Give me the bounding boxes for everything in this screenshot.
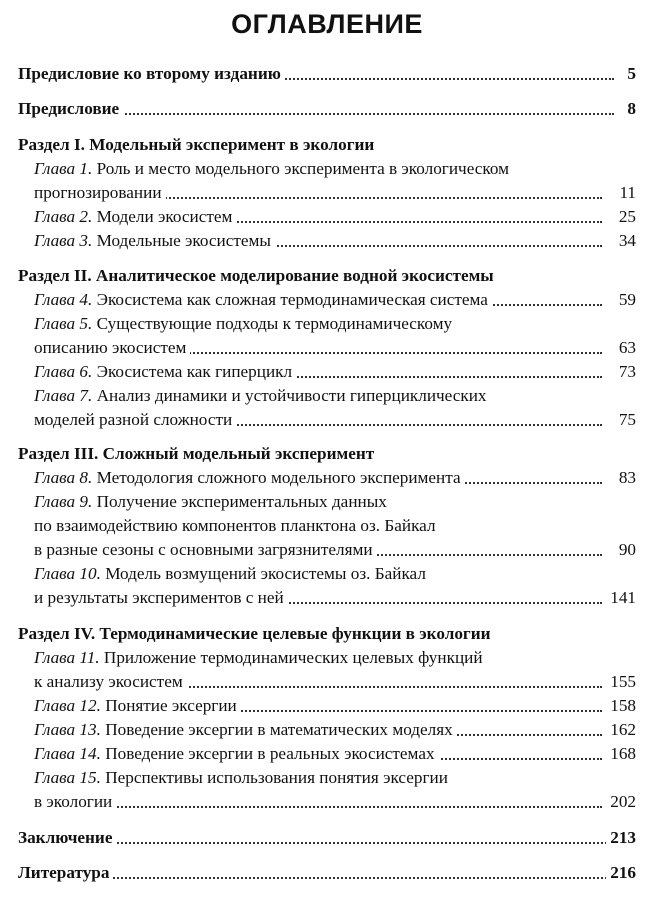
toc-page-number: 168 [606, 742, 636, 766]
chapter-prefix: Глава 5. [34, 314, 93, 333]
toc-page-number: 213 [606, 826, 636, 850]
chapter-title: Получение экспериментальных данных [96, 492, 387, 511]
toc-chapter-6[interactable] [34, 360, 636, 384]
toc-chapter-3[interactable] [34, 229, 636, 253]
toc-chapter-4[interactable] [34, 288, 636, 312]
toc-chapter-10-line1[interactable] [34, 562, 636, 586]
toc-page-number: 8 [623, 97, 636, 121]
toc-entry-preface-2nd[interactable] [18, 62, 636, 86]
chapter-title: прогнозировании [34, 181, 166, 205]
chapter-title: к анализу экосистем [34, 670, 187, 694]
chapter-title: в разные сезоны с основными загрязнителями [34, 538, 377, 562]
toc-chapter-5-line2[interactable] [34, 336, 636, 360]
chapter-title: Модели экосистем [96, 207, 233, 226]
toc-entry-conclusion[interactable] [18, 826, 636, 850]
chapter-title: Модельные экосистемы [96, 231, 271, 250]
chapter-title: Перспективы использования понятия эксергии [105, 768, 448, 787]
toc-chapter-9-line3[interactable] [34, 538, 636, 562]
toc-page-number: 75 [615, 408, 636, 432]
chapter-prefix: Глава 13. [34, 720, 101, 739]
toc-chapter-label [34, 384, 491, 408]
toc-chapter-15-line2[interactable] [34, 790, 636, 814]
chapter-title: по взаимодействию компонентов планктона оз. Байкал [34, 516, 436, 535]
toc-chapter-label [34, 490, 391, 514]
toc-entry-label: Заключение [18, 826, 116, 850]
toc-page-number: 155 [606, 670, 636, 694]
toc-chapter-label [34, 766, 452, 790]
toc-section-3 [18, 442, 636, 466]
chapter-prefix: Глава 7. [34, 386, 93, 405]
toc-page [18, 0, 636, 900]
chapter-prefix: Глава 10. [34, 564, 101, 583]
toc-entry-label: Предисловие [18, 97, 123, 121]
toc-chapter-label [34, 229, 275, 253]
toc-chapter-11-line2[interactable] [34, 670, 636, 694]
toc-page-number: 73 [615, 360, 636, 384]
toc-chapter-8[interactable] [34, 466, 636, 490]
chapter-title: Понятие эксергии [105, 696, 237, 715]
chapter-title: Методология сложного модельного эксперимента [96, 468, 461, 487]
toc-chapter-13[interactable] [34, 718, 636, 742]
toc-chapter-12[interactable] [34, 694, 636, 718]
chapter-prefix: Глава 6. [34, 362, 93, 381]
toc-page-number: 158 [606, 694, 636, 718]
chapter-title: описанию экосистем [34, 336, 190, 360]
dot-leader [34, 806, 602, 808]
toc-entry-label: Предисловие ко второму изданию [18, 62, 285, 86]
toc-page-number: 162 [606, 718, 636, 742]
chapter-prefix: Глава 12. [34, 696, 101, 715]
chapter-prefix: Глава 4. [34, 290, 93, 309]
toc-chapter-label [34, 742, 439, 766]
toc-chapter-15-line1[interactable] [34, 766, 636, 790]
toc-section-4 [18, 622, 636, 646]
toc-chapter-5-line1[interactable] [34, 312, 636, 336]
toc-page-number: 34 [615, 229, 636, 253]
toc-entry-label: Литература [18, 861, 113, 885]
toc-chapter-label [34, 157, 513, 181]
chapter-prefix: Глава 1. [34, 159, 93, 178]
toc-section-label: Раздел IV. Термодинамические целевые функции в экологии [18, 624, 491, 643]
toc-page-number: 216 [606, 861, 636, 885]
chapter-title: Анализ динамики и устойчивости гиперциклических [96, 386, 487, 405]
toc-section-2 [18, 264, 636, 288]
toc-chapter-7-line1[interactable] [34, 384, 636, 408]
toc-entry-references[interactable] [18, 861, 636, 885]
toc-chapter-label [34, 646, 487, 670]
toc-chapter-1-line2[interactable] [34, 181, 636, 205]
toc-chapter-label [34, 288, 492, 312]
toc-section-label: Раздел III. Сложный модельный эксперимент [18, 444, 375, 463]
toc-chapter-10-line2[interactable] [34, 586, 636, 610]
toc-entry-preface[interactable] [18, 97, 636, 121]
toc-chapter-11-line1[interactable] [34, 646, 636, 670]
toc-page-number: 5 [623, 62, 636, 86]
chapter-prefix: Глава 2. [34, 207, 93, 226]
toc-page-number: 141 [606, 586, 636, 610]
chapter-prefix: Глава 3. [34, 231, 93, 250]
chapter-title: Приложение термодинамических целевых функций [103, 648, 483, 667]
toc-page-number: 59 [615, 288, 636, 312]
toc-chapter-label [34, 205, 236, 229]
toc-page-number: 63 [615, 336, 636, 360]
toc-chapter-14[interactable] [34, 742, 636, 766]
page-title: ОГЛАВЛЕНИЕ [231, 9, 423, 39]
chapter-title: Модель возмущений экосистемы оз. Байкал [105, 564, 426, 583]
toc-chapter-label [34, 312, 456, 336]
chapter-prefix: Глава 11. [34, 648, 100, 667]
toc-chapter-9-line1[interactable] [34, 490, 636, 514]
toc-chapter-label [34, 562, 430, 586]
toc-chapter-2[interactable] [34, 205, 636, 229]
toc-page-number: 25 [615, 205, 636, 229]
chapter-title: Экосистема как гиперцикл [96, 362, 293, 381]
toc-chapter-label [34, 360, 296, 384]
toc-chapter-label [34, 694, 241, 718]
chapter-title: моделей разной сложности [34, 408, 236, 432]
toc-page-number: 202 [606, 790, 636, 814]
toc-chapter-1-line1[interactable] [34, 157, 636, 181]
toc-section-1 [18, 133, 636, 157]
chapter-title: Поведение эксергии в математических моделях [105, 720, 453, 739]
toc-page-number: 11 [615, 181, 636, 205]
toc-chapter-9-line2[interactable] [34, 514, 636, 538]
chapter-title: Существующие подходы к термодинамическому [96, 314, 453, 333]
chapter-title: и результаты экспериментов с ней [34, 586, 288, 610]
toc-page-number: 90 [615, 538, 636, 562]
chapter-title: Роль и место модельного эксперимента в экологическом [96, 159, 509, 178]
toc-chapter-label [34, 718, 457, 742]
chapter-title: в экологии [34, 790, 116, 814]
toc-section-label: Раздел I. Модельный эксперимент в экологии [18, 135, 375, 154]
toc-chapter-label [34, 466, 465, 490]
chapter-prefix: Глава 9. [34, 492, 93, 511]
chapter-prefix: Глава 15. [34, 768, 101, 787]
toc-section-label: Раздел II. Аналитическое моделирование водной экосистемы [18, 266, 494, 285]
toc-chapter-7-line2[interactable] [34, 408, 636, 432]
chapter-title: Экосистема как сложная термодинамическая система [96, 290, 488, 309]
chapter-title: Поведение эксергии в реальных экосистемах [105, 744, 435, 763]
chapter-prefix: Глава 14. [34, 744, 101, 763]
toc-page-number: 83 [615, 466, 636, 490]
chapter-prefix: Глава 8. [34, 468, 93, 487]
